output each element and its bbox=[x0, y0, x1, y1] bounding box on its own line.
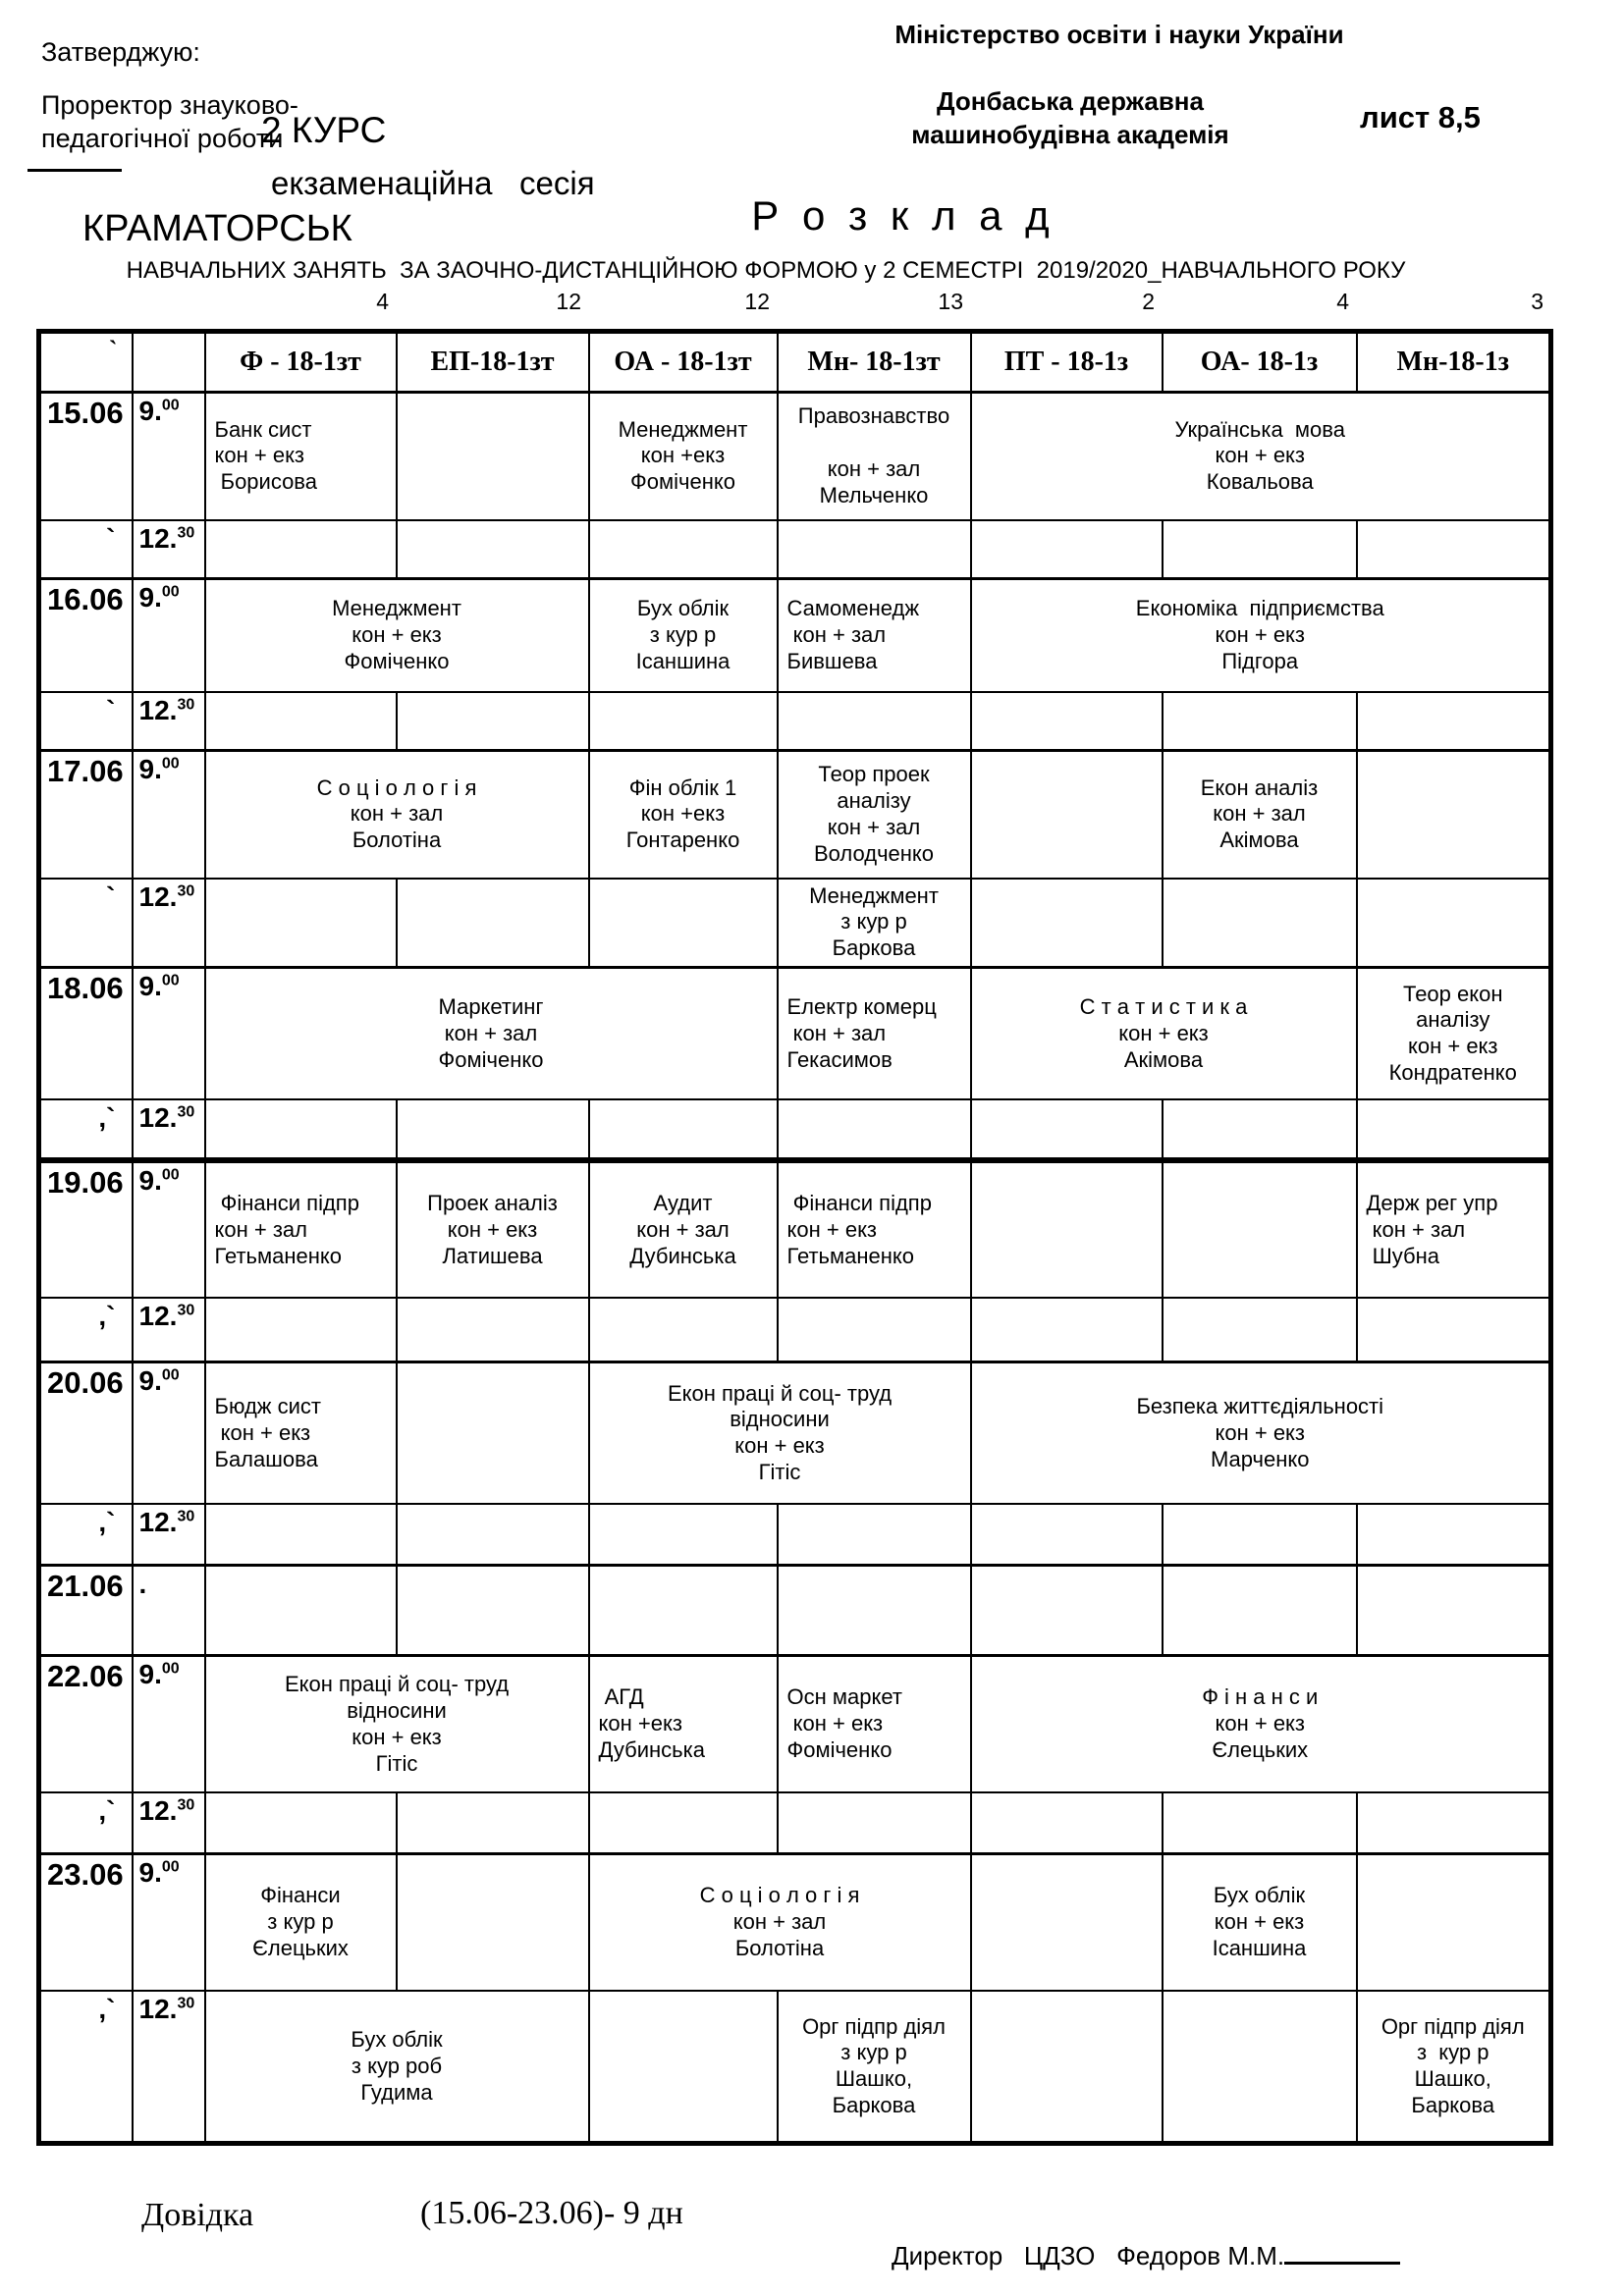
empty-cell bbox=[1357, 1099, 1551, 1160]
academy-line1: Донбаська державна bbox=[937, 86, 1204, 116]
schedule-row-4 bbox=[39, 751, 1551, 879]
class-cell: С о ц і о л о г і я кон + зал Болотіна bbox=[589, 1853, 971, 1991]
date-cell: 22.06 bbox=[39, 1655, 133, 1792]
time-cell: 9.00 bbox=[133, 1853, 205, 1991]
schedule-row-14 bbox=[39, 1792, 1551, 1853]
time-cell: 9.00 bbox=[133, 967, 205, 1099]
class-cell: Правознавство кон + зал Мельченко bbox=[778, 393, 971, 520]
group-header-row bbox=[39, 332, 1551, 393]
class-cell: Менеджмент кон +екз Фоміченко bbox=[589, 393, 778, 520]
schedule-row-0 bbox=[39, 393, 1551, 520]
empty-cell bbox=[1163, 1565, 1357, 1655]
time-cell: 12.30 bbox=[133, 1792, 205, 1853]
approver-signature-line bbox=[27, 169, 122, 172]
academy-line2: машинобудівна академія bbox=[911, 120, 1229, 149]
schedule-row-8 bbox=[39, 1160, 1551, 1298]
class-cell: Фін облік 1 кон +екз Гонтаренко bbox=[589, 751, 778, 879]
empty-cell bbox=[778, 520, 971, 579]
date-cell: 19.06 bbox=[39, 1160, 133, 1298]
class-cell: Фінанси підпр кон + екз Гетьманенко bbox=[778, 1160, 971, 1298]
empty-cell bbox=[971, 751, 1163, 879]
time-cell: 9.00 bbox=[133, 393, 205, 520]
group-count-3: 13 bbox=[938, 289, 963, 314]
schedule-row-2 bbox=[39, 579, 1551, 692]
empty-cell bbox=[397, 1853, 589, 1991]
time-header-cell bbox=[133, 332, 205, 393]
class-cell: Осн маркет кон + екз Фоміченко bbox=[778, 1655, 971, 1792]
date-mark-cell: ` bbox=[39, 520, 133, 579]
empty-cell bbox=[1163, 1160, 1357, 1298]
group-header-3: Мн- 18-1зт bbox=[778, 332, 971, 393]
empty-cell bbox=[1357, 692, 1551, 751]
group-header-2: ОА - 18-1зт bbox=[589, 332, 778, 393]
date-cell: 15.06 bbox=[39, 393, 133, 520]
empty-cell bbox=[205, 1298, 397, 1362]
schedule-row-1 bbox=[39, 520, 1551, 579]
class-cell: Екон аналіз кон + зал Акімова bbox=[1163, 751, 1357, 879]
date-mark-cell: ` bbox=[39, 692, 133, 751]
ministry-title: Міністерство освіти і науки України bbox=[894, 20, 1344, 49]
empty-cell bbox=[1357, 520, 1551, 579]
time-cell: 9.00 bbox=[133, 751, 205, 879]
empty-cell bbox=[205, 1504, 397, 1565]
schedule-row-6 bbox=[39, 967, 1551, 1099]
class-cell: Ф і н а н с и кон + екз Єлецьких bbox=[971, 1655, 1551, 1792]
empty-cell bbox=[589, 1298, 778, 1362]
time-cell: 9.00 bbox=[133, 1362, 205, 1504]
class-cell: Бух облік з кур р Ісаншина bbox=[589, 579, 778, 692]
class-cell: Бюдж сист кон + екз Балашова bbox=[205, 1362, 397, 1504]
empty-cell bbox=[205, 879, 397, 968]
empty-cell bbox=[971, 520, 1163, 579]
empty-cell bbox=[1163, 692, 1357, 751]
director-signature-row bbox=[892, 2240, 1400, 2271]
empty-cell bbox=[1163, 1298, 1357, 1362]
date-cell: 20.06 bbox=[39, 1362, 133, 1504]
approver-title-line1: Проректор знауково- bbox=[41, 90, 298, 120]
class-cell: С т а т и с т и к а кон + екз Акімова bbox=[971, 967, 1357, 1099]
class-cell: Маркетинг кон + зал Фоміченко bbox=[205, 967, 778, 1099]
reference-period: (15.06-23.06)- 9 дн bbox=[420, 2195, 683, 2231]
empty-cell bbox=[205, 1792, 397, 1853]
director-label: Директор ЦДЗО Федоров М.М. bbox=[892, 2241, 1285, 2270]
class-cell: Екон праці й соц- труд відносини кон + екз Гітіс bbox=[205, 1655, 589, 1792]
time-cell: 12.30 bbox=[133, 1991, 205, 2143]
empty-cell bbox=[1357, 1792, 1551, 1853]
class-cell: Аудит кон + зал Дубинська bbox=[589, 1160, 778, 1298]
time-cell: 12.30 bbox=[133, 520, 205, 579]
empty-cell bbox=[778, 1792, 971, 1853]
group-count-4: 2 bbox=[1142, 289, 1155, 314]
empty-cell bbox=[778, 1504, 971, 1565]
empty-cell bbox=[1163, 1991, 1357, 2143]
group-header-1: ЕП-18-1зт bbox=[397, 332, 589, 393]
empty-cell bbox=[205, 1565, 397, 1655]
empty-cell bbox=[971, 1792, 1163, 1853]
schedule-title: Р о з к л а д bbox=[751, 192, 1056, 239]
empty-cell bbox=[397, 1565, 589, 1655]
empty-cell bbox=[397, 393, 589, 520]
empty-cell bbox=[1357, 1298, 1551, 1362]
time-cell: 12.30 bbox=[133, 692, 205, 751]
director-signature-line bbox=[1284, 2240, 1400, 2265]
empty-cell bbox=[1163, 1504, 1357, 1565]
time-cell: 9.00 bbox=[133, 579, 205, 692]
empty-cell bbox=[589, 1099, 778, 1160]
empty-cell bbox=[1357, 1504, 1551, 1565]
empty-cell bbox=[205, 520, 397, 579]
empty-cell bbox=[397, 520, 589, 579]
empty-cell bbox=[971, 1298, 1163, 1362]
date-mark-cell: ,` bbox=[39, 1504, 133, 1565]
schedule-table bbox=[36, 329, 1553, 2146]
class-cell: Безпека життєдіяльності кон + екз Марченко bbox=[971, 1362, 1551, 1504]
city-title: КРАМАТОРСЬК bbox=[82, 208, 352, 249]
schedule-body bbox=[39, 393, 1551, 2144]
empty-cell bbox=[205, 1099, 397, 1160]
schedule-row-15 bbox=[39, 1853, 1551, 1991]
empty-cell bbox=[397, 1362, 589, 1504]
date-mark-cell: ` bbox=[39, 879, 133, 968]
empty-cell bbox=[971, 879, 1163, 968]
class-cell: Самоменедж кон + зал Бившева bbox=[778, 579, 971, 692]
empty-cell bbox=[397, 1792, 589, 1853]
date-cell: 21.06 bbox=[39, 1565, 133, 1655]
empty-cell bbox=[1357, 751, 1551, 879]
empty-cell bbox=[971, 1565, 1163, 1655]
class-cell: Українська мова кон + екз Ковальова bbox=[971, 393, 1551, 520]
group-header-6: Мн-18-1з bbox=[1357, 332, 1551, 393]
empty-cell bbox=[1357, 1853, 1551, 1991]
class-cell: Бух облік кон + екз Ісаншина bbox=[1163, 1853, 1357, 1991]
time-cell: 9.00 bbox=[133, 1655, 205, 1792]
class-cell: Орг підпр діял з кур р Шашко, Баркова bbox=[778, 1991, 971, 2143]
class-cell: Орг підпр діял з кур р Шашко, Баркова bbox=[1357, 1991, 1551, 2143]
time-cell: 9.00 bbox=[133, 1160, 205, 1298]
class-cell: С о ц і о л о г і я кон + зал Болотіна bbox=[205, 751, 589, 879]
class-cell: Електр комерц кон + зал Гекасимов bbox=[778, 967, 971, 1099]
empty-cell bbox=[589, 692, 778, 751]
schedule-row-10 bbox=[39, 1362, 1551, 1504]
session-title: екзаменаційна сесія bbox=[271, 165, 595, 201]
group-header-5: ОА- 18-1з bbox=[1163, 332, 1357, 393]
empty-cell bbox=[589, 879, 778, 968]
empty-cell bbox=[1357, 1565, 1551, 1655]
class-cell: Екон праці й соц- труд відносини кон + екз Гітіс bbox=[589, 1362, 971, 1504]
group-count-1: 12 bbox=[556, 289, 581, 314]
approve-label: Затверджую: bbox=[41, 37, 200, 67]
class-cell: АГД кон +екз Дубинська bbox=[589, 1655, 778, 1792]
group-header-0: Ф - 18-1зт bbox=[205, 332, 397, 393]
schedule-row-16 bbox=[39, 1991, 1551, 2143]
group-counts-row bbox=[0, 289, 1624, 318]
time-cell: 12.30 bbox=[133, 879, 205, 968]
empty-cell bbox=[971, 1504, 1163, 1565]
corner-cell: ` bbox=[39, 332, 133, 393]
schedule-row-3 bbox=[39, 692, 1551, 751]
schedule-row-9 bbox=[39, 1298, 1551, 1362]
empty-cell bbox=[397, 1099, 589, 1160]
empty-cell bbox=[778, 692, 971, 751]
date-mark-cell: ,` bbox=[39, 1991, 133, 2143]
schedule-row-7 bbox=[39, 1099, 1551, 1160]
empty-cell bbox=[778, 1099, 971, 1160]
date-mark-cell: ,` bbox=[39, 1298, 133, 1362]
class-cell: Менеджмент з кур р Баркова bbox=[778, 879, 971, 968]
empty-cell bbox=[397, 692, 589, 751]
schedule-row-13 bbox=[39, 1655, 1551, 1792]
group-header-4: ПТ - 18-1з bbox=[971, 332, 1163, 393]
schedule-row-5 bbox=[39, 879, 1551, 968]
empty-cell bbox=[1163, 1792, 1357, 1853]
group-count-6: 3 bbox=[1531, 289, 1543, 314]
empty-cell bbox=[589, 1991, 778, 2143]
class-cell: Теор екон аналізу кон + екз Кондратенко bbox=[1357, 967, 1551, 1099]
sheet-label: лист 8,5 bbox=[1360, 100, 1481, 134]
date-mark-cell: ,` bbox=[39, 1099, 133, 1160]
empty-cell bbox=[778, 1298, 971, 1362]
class-cell: Бух облік з кур роб Гудима bbox=[205, 1991, 589, 2143]
empty-cell bbox=[971, 692, 1163, 751]
time-cell: . bbox=[133, 1565, 205, 1655]
empty-cell bbox=[1163, 1099, 1357, 1160]
empty-cell bbox=[971, 1853, 1163, 1991]
empty-cell bbox=[589, 520, 778, 579]
empty-cell bbox=[971, 1099, 1163, 1160]
date-mark-cell: ,` bbox=[39, 1792, 133, 1853]
empty-cell bbox=[971, 1991, 1163, 2143]
date-cell: 18.06 bbox=[39, 967, 133, 1099]
date-cell: 17.06 bbox=[39, 751, 133, 879]
empty-cell bbox=[397, 1298, 589, 1362]
date-cell: 23.06 bbox=[39, 1853, 133, 1991]
empty-cell bbox=[205, 692, 397, 751]
group-count-2: 12 bbox=[744, 289, 770, 314]
group-count-0: 4 bbox=[376, 289, 389, 314]
class-cell: Держ рег упр кон + зал Шубна bbox=[1357, 1160, 1551, 1298]
empty-cell bbox=[397, 879, 589, 968]
empty-cell bbox=[1357, 879, 1551, 968]
class-cell: Проек аналіз кон + екз Латишева bbox=[397, 1160, 589, 1298]
approver-title-line2: педагогічної роботи bbox=[41, 124, 284, 153]
empty-cell bbox=[778, 1565, 971, 1655]
time-cell: 12.30 bbox=[133, 1298, 205, 1362]
class-cell: Менеджмент кон + екз Фоміченко bbox=[205, 579, 589, 692]
reference-label: Довідка bbox=[141, 2197, 254, 2233]
empty-cell bbox=[589, 1565, 778, 1655]
schedule-row-11 bbox=[39, 1504, 1551, 1565]
date-cell: 16.06 bbox=[39, 579, 133, 692]
schedule-row-12 bbox=[39, 1565, 1551, 1655]
empty-cell bbox=[971, 1160, 1163, 1298]
schedule-subtitle: НАВЧАЛЬНИХ ЗАНЯТЬ ЗА ЗАОЧНО-ДИСТАНЦІЙНОЮ ФОРМОЮ у 2 СЕМЕСТРІ 2019/2020_НАВЧАЛЬНОГО РОКУ bbox=[126, 257, 1406, 284]
empty-cell bbox=[589, 1504, 778, 1565]
class-cell: Фінанси з кур р Єлецьких bbox=[205, 1853, 397, 1991]
time-cell: 12.30 bbox=[133, 1504, 205, 1565]
class-cell: Економіка підприємства кон + екз Підгора bbox=[971, 579, 1551, 692]
empty-cell bbox=[397, 1504, 589, 1565]
class-cell: Фінанси підпр кон + зал Гетьманенко bbox=[205, 1160, 397, 1298]
empty-cell bbox=[589, 1792, 778, 1853]
time-cell: 12.30 bbox=[133, 1099, 205, 1160]
class-cell: Теор проек аналізу кон + зал Володченко bbox=[778, 751, 971, 879]
course-title: 2 КУРС bbox=[261, 110, 387, 150]
empty-cell bbox=[1163, 879, 1357, 968]
empty-cell bbox=[1163, 520, 1357, 579]
class-cell: Банк сист кон + екз Борисова bbox=[205, 393, 397, 520]
group-count-5: 4 bbox=[1336, 289, 1349, 314]
